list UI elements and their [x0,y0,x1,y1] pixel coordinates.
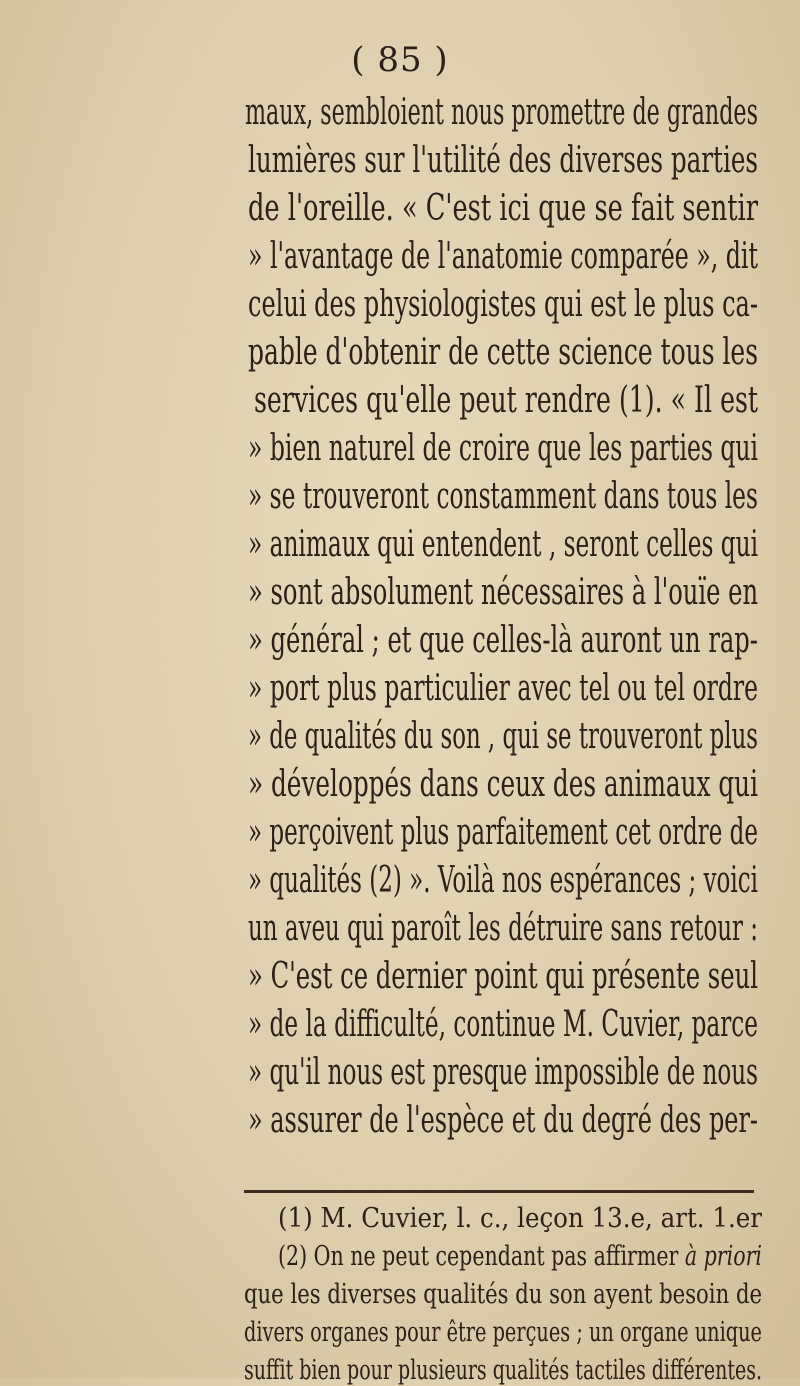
text-line: maux, sembloient nous promettre de grandes [245,92,758,133]
text-line: » développés dans ceux des animaux qui [248,764,759,805]
footnote-2-italic: à priori [684,1241,762,1272]
text-line: de l'oreille. « C'est ici que se fait sentir [248,188,759,229]
footnote-line: divers organes pour être perçues ; un organe unique [244,1317,762,1348]
text-line: » perçoivent plus parfaitement cet ordre de [248,812,758,853]
page-number: ( 85 ) [351,40,449,80]
text-line: » bien naturel de croire que les parties qui [248,428,758,469]
text-line: » C'est ce dernier point qui présente seul [248,956,759,997]
text-line: services qu'elle peut rendre (1). « Il est [254,380,759,421]
footnote-rule [244,1190,754,1193]
footnote-2-text: (2) On ne peut cependant pas affirmer [278,1241,679,1272]
footnote-line: suffit bien pour plusieurs qualités tactiles différentes. [244,1355,763,1386]
text-line: » général ; et que celles-là auront un rap- [248,620,758,661]
footnote-1: (1) M. Cuvier, l. c., leçon 13.e, art. 1.er [278,1203,763,1234]
footnote-2-start [278,1243,762,1270]
text-line: » qualités (2) ». Voilà nos espérances ; voici [248,860,758,901]
text-line: » animaux qui entendent , seront celles qui [248,524,759,565]
text-line: un aveu qui paroît les détruire sans retour : [248,908,759,949]
text-line: » l'avantage de l'anatomie comparée », dit [248,236,758,277]
text-line: lumières sur l'utilité des diverses parties [248,140,759,181]
text-line: » sont absolument nécessaires à l'ouïe en [248,572,759,613]
footnote-line: que les diverses qualités du son ayent besoin de [244,1279,763,1310]
text-line: » qu'il nous est presque impossible de nous [248,1052,759,1093]
text-line: » se trouveront constamment dans tous les [248,476,758,517]
text-line: pable d'obtenir de cette science tous les [248,332,759,373]
text-line: » de la difficulté, continue M. Cuvier, parce [248,1004,759,1045]
text-line: » port plus particulier avec tel ou tel ordre [248,668,758,709]
text-line: celui des physiologistes qui est le plus ca- [248,284,758,325]
text-line: » assurer de l'espèce et du degré des per- [248,1100,759,1141]
text-line: » de qualités du son , qui se trouveront plus [248,716,759,757]
